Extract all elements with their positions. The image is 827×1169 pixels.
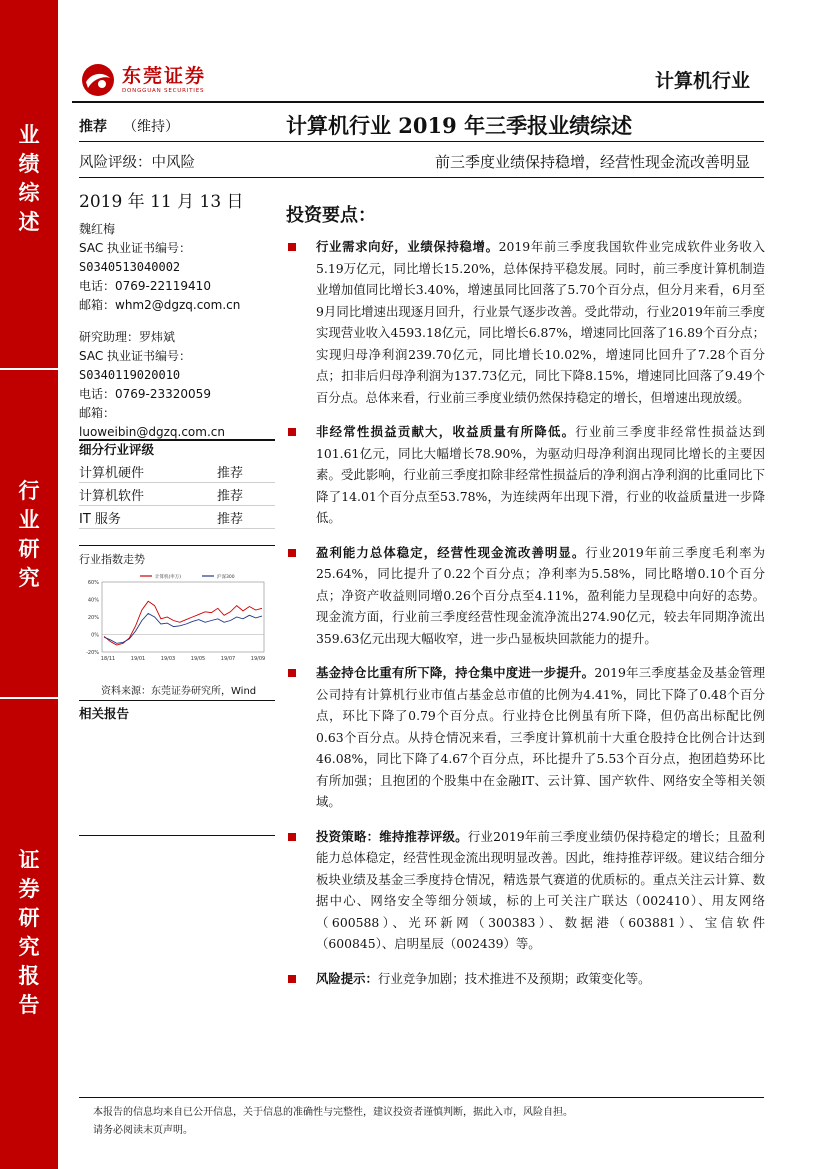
item-text: 行业2019年前三季度业绩仍保持稳定的增长；且盈利能力总体稳定，经营性现金流出现明显改善。因此，维持推荐评级。建议结合细分板块业绩及基金三季度持仓情况，精选景气赛道的优质标的。重点关注云计算、数据中心、网络安全等细分领域，标的上可关注广联达（002410）、用友网络（600588）、光环新网（300383）、数据港（603881）、宝信软件（600845）、启明星辰（002439）等。 <box>316 828 765 951</box>
sidebar-char: 究 <box>18 566 40 590</box>
disclaimer-line: 请务必阅读末页声明。 <box>93 1125 193 1136</box>
subindustry-title: 细分行业评级 <box>79 442 155 457</box>
sidebar-char: 研 <box>18 537 40 561</box>
list-item <box>285 236 765 408</box>
item-lead: 盈利能力总体稳定，经营性现金流改善明显。 <box>316 544 586 560</box>
subindustry-rating: 推荐 <box>217 465 244 481</box>
legend-label: 计算机(申万) <box>155 575 182 580</box>
sidebar-char: 证 <box>18 848 40 872</box>
brand-logo-icon <box>80 62 116 98</box>
sidebar-section-industry <box>0 477 58 593</box>
assistant-name: 研究助理：罗炜斌 <box>79 330 176 344</box>
chart-source: 资料来源：东莞证券研究所，Wind <box>101 686 257 697</box>
related-rule <box>79 700 275 701</box>
page-subtitle: 前三季度业绩保持稳增，经营性现金流改善明显 <box>434 153 750 171</box>
rating-label: 推荐 <box>79 119 107 135</box>
brand-name-en: DONGGUAN SECURITIES <box>122 88 205 94</box>
assistant-phone: 电话：0769-23320059 <box>79 387 211 401</box>
footer-rule <box>79 1097 764 1098</box>
subindustry-table <box>79 460 275 529</box>
item-text: 行业竞争加剧；技术推进不及预期；政策变化等。 <box>377 970 651 986</box>
item-text: 2019年三季度基金及基金管理公司持有计算机行业市值占基金总市值的比例为4.41%，同比下降了0.48个百分点，环比下降了0.79个百分点。行业持仓比例虽有所下降，但仍高出标配比例0.63个百分点。从持仓情况来看，三季度计算机前十大重仓股持仓比例合计达到46.08%，同比下降了4.67个百分点，环比提升了5.53个百分点，抱团趋势环比有所加强；且抱团的个股集中在金融IT、云计算、国产软件、网络安全等相关领域。 <box>316 665 765 809</box>
subindustry-name: IT 服务 <box>79 511 121 527</box>
disclaimer-line: 本报告的信息均来自已公开信息，关于信息的准确性与完整性，建议投资者谨慎判断，据此入市，风险自担。 <box>93 1107 573 1118</box>
x-tick-label: 18/11 <box>100 656 116 662</box>
sidebar-char: 绩 <box>18 152 40 176</box>
bullet-square-icon <box>288 975 296 983</box>
related-bottom-rule <box>79 835 275 836</box>
sidebar-char: 业 <box>18 508 40 532</box>
x-tick-label: 19/09 <box>250 656 266 662</box>
chart-title: 行业指数走势 <box>79 553 145 566</box>
analyst-sac-number: S0340513040002 <box>79 260 181 274</box>
key-points-title: 投资要点： <box>286 205 376 226</box>
key-points <box>285 236 765 1002</box>
chart-frame <box>102 582 264 652</box>
assistant-sac-label: SAC 执业证书编号： <box>79 349 192 363</box>
table-row <box>79 460 275 483</box>
assistant-email[interactable]: luoweibin@dgzq.com.cn <box>79 425 225 439</box>
legend-label: 沪深300 <box>217 575 235 580</box>
x-tick-label: 19/01 <box>130 656 146 662</box>
sidebar-char: 券 <box>18 877 40 901</box>
subtitle-rule <box>79 177 764 178</box>
sidebar <box>0 0 58 1169</box>
y-tick-label: 60% <box>87 580 99 586</box>
sidebar-char: 述 <box>18 210 40 234</box>
x-tick-label: 19/03 <box>160 656 176 662</box>
list-item <box>285 826 765 955</box>
y-tick-label: 40% <box>87 597 99 604</box>
related-reports-title: 相关报告 <box>79 706 130 721</box>
chart-rule <box>79 545 275 546</box>
rating-sub: （维持） <box>123 119 179 135</box>
item-lead: 非经常性损益贡献大，收益质量有所降低。 <box>316 424 576 439</box>
y-tick-label: 0% <box>91 632 99 639</box>
series-line-0 <box>104 601 262 645</box>
bullet-square-icon <box>288 428 296 436</box>
list-item <box>285 662 765 813</box>
sidebar-char: 业 <box>18 123 40 147</box>
risk-rating: 风险评级：中风险 <box>79 155 195 171</box>
bullet-square-icon <box>288 549 296 557</box>
index-chart <box>80 570 274 670</box>
item-lead: 风险提示： <box>316 970 378 986</box>
item-lead: 投资策略：维持推荐评级。 <box>316 828 468 844</box>
subindustry-rating: 推荐 <box>217 488 244 504</box>
bullet-square-icon <box>288 833 296 841</box>
header-industry: 计算机行业 <box>654 70 750 92</box>
analyst-info <box>79 220 275 442</box>
disclaimer <box>93 1104 573 1140</box>
header-rule <box>72 101 764 103</box>
brand-logo <box>80 62 206 98</box>
bullet-square-icon <box>288 669 296 677</box>
subindustry-rating: 推荐 <box>217 511 244 527</box>
assistant-email-label: 邮箱： <box>79 406 116 420</box>
x-tick-label: 19/05 <box>190 656 206 662</box>
sidebar-char: 综 <box>18 181 40 205</box>
table-row <box>79 506 275 529</box>
sidebar-section-report <box>0 846 58 1020</box>
sidebar-char: 报 <box>18 964 40 988</box>
item-lead: 基金持仓比重有所下降，持仓集中度进一步提升。 <box>316 665 595 680</box>
sidebar-divider <box>0 368 58 370</box>
assistant-sac-number: S0340119020010 <box>79 368 181 382</box>
list-item <box>285 542 765 650</box>
item-text: 行业2019年前三季度毛利率为25.64%，同比提升了0.22个百分点；净利率为5.58%，同比略增0.10个百分点；净资产收益则同增0.26个百分点至4.11%，盈利能力呈现稳中向好的态势。现金流方面，行业前三季度经营性现金流净流出274.90亿元，较去年同期净流出359.63亿元出现大幅收窄，进一步凸显板块回款能力的提升。 <box>316 544 765 646</box>
sidebar-char: 告 <box>18 993 40 1017</box>
sidebar-char: 行 <box>18 479 40 503</box>
x-tick-label: 19/07 <box>220 656 236 662</box>
table-row <box>79 483 275 506</box>
title-rule <box>79 141 764 142</box>
list-item <box>285 968 765 990</box>
sidebar-divider <box>0 697 58 699</box>
report-date: 2019 年 11 月 13 日 <box>79 192 244 212</box>
analyst-phone: 电话：0769-22119410 <box>79 279 211 293</box>
bullet-square-icon <box>288 243 296 251</box>
analyst-sac-label: SAC 执业证书编号： <box>79 241 192 255</box>
item-text: 行业前三季度非经常性损益达到101.61亿元，同比大幅增长78.90%，为驱动归母净利润出现同比增长的主要因素。受此影响，行业前三季度扣除非经常性损益后的净利润占净利润的比重同比下降了14.01个百分点至53.78%，为连续两年出现下滑，行业的收益质量进一步降低。 <box>316 424 766 525</box>
y-tick-label: -20% <box>86 650 99 656</box>
subindustry-name: 计算机硬件 <box>79 465 145 481</box>
item-text: 2019年前三季度我国软件业完成软件业务收入5.19万亿元，同比增长15.20%，总体保持平稳发展。同时，前三季度计算机制造业增加值同比增长3.40%，增速虽同比回落了5.70个百分点，但分月来看，6月至9月同比增速出现逐月回升，行业景气逐步改善。受此带动，行业2019年前三季度实现营业收入4593.18亿元，同比增长6.87%，增速同比回落了16.89个百分点；实现归母净利润239.70亿元，同比增长10.02%，增速同比回升了7.28个百分点；扣非后归母净利润为137.73亿元，同比下降8.15%，增速同比回落了9.49个百分点。总体来看，行业前三季度业绩仍然保持稳定的增长，但增速出现放缓。 <box>316 239 765 405</box>
rating <box>79 116 179 136</box>
analyst-email[interactable]: 邮箱：whm2@dgzq.com.cn <box>79 298 241 312</box>
analyst-name: 魏红梅 <box>79 222 116 236</box>
sidebar-char: 研 <box>18 906 40 930</box>
list-item <box>285 421 765 529</box>
item-lead: 行业需求向好，业绩保持稳增。 <box>316 239 499 254</box>
subindustry-name: 计算机软件 <box>79 488 145 504</box>
sidebar-char: 究 <box>18 935 40 959</box>
sidebar-section-summary <box>0 121 58 237</box>
page-title: 计算机行业 2019 年三季报业绩综述 <box>286 113 633 138</box>
y-tick-label: 20% <box>87 615 99 621</box>
brand-name: 东莞证券 <box>122 65 207 87</box>
